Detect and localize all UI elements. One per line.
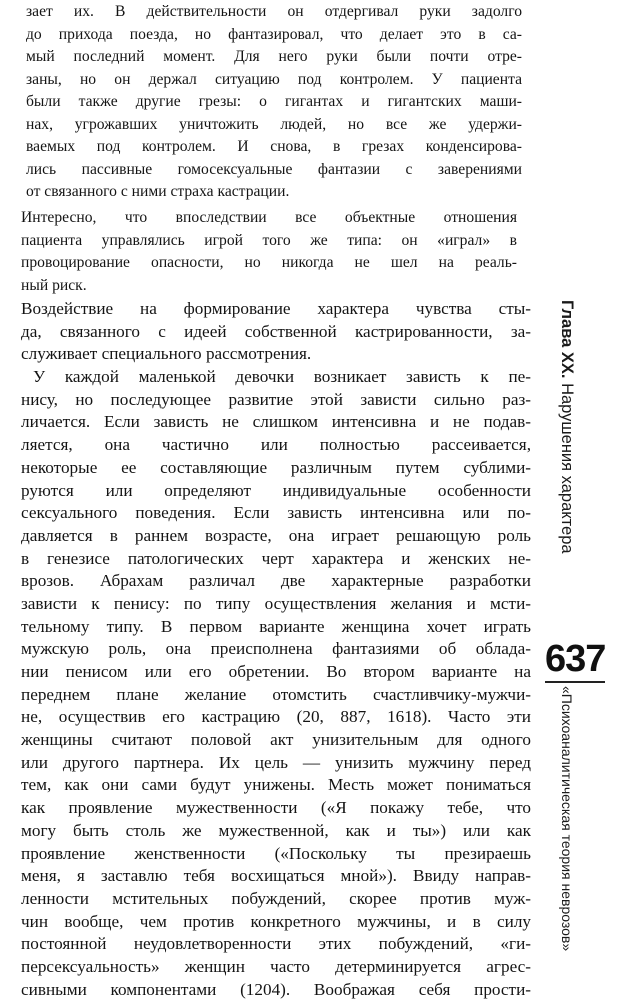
text-line: мужскую роль, она преисполнена фантазиями об облада- bbox=[21, 639, 531, 659]
paragraph-shame bbox=[21, 298, 531, 366]
text-line: персексуальность» женщин часто детерминируется агрес- bbox=[21, 956, 531, 976]
text-line: не, осуществив его кастрацию (20, 887, 1618). Часто эти bbox=[21, 707, 531, 727]
text-line: провоцирование опасности, но никогда не шел на реаль- bbox=[21, 254, 517, 271]
text-line: как проявление мужественности («Я покажу тебе, что bbox=[21, 798, 531, 818]
book-title-running-foot bbox=[556, 686, 578, 992]
text-line: могу быть столь же мужественной, как и ты») или как bbox=[21, 820, 531, 840]
text-line: или другого партнера. Их цель — унизить мужчину перед bbox=[21, 752, 531, 772]
text-line: ваемых под контролем. И снова, в грезах конденсирова- bbox=[26, 138, 522, 155]
text-line: врозов. Абрахам различал две характерные разработки bbox=[21, 571, 531, 591]
text-line: женщины считают половой акт унизительным для одного bbox=[21, 730, 531, 750]
text-line: Воздействие на формирование характера чувства сты- bbox=[21, 299, 531, 318]
text-line: пациента управлялись игрой того же типа: он «играл» в bbox=[21, 231, 517, 249]
text-line: чин вообще, чем против конкретного мужчины, и в силу bbox=[21, 911, 531, 931]
running-head bbox=[556, 300, 578, 600]
text-line: да, связанного с идеей собственной кастрированности, за- bbox=[21, 321, 531, 341]
chapter-label: Глава XX. bbox=[558, 300, 576, 379]
text-line: переднем плане желание отомстить счастливчику-мужчи- bbox=[21, 684, 531, 704]
text-line: мый последний момент. Для него руки были почти отре- bbox=[26, 48, 522, 65]
case-note-block bbox=[21, 207, 517, 297]
text-line: давляется в раннем возрасте, она играет решающую роль bbox=[21, 525, 531, 545]
text-line: в генезисе патологических черт характера и женских не- bbox=[21, 548, 531, 568]
text-line: заны, но он держал ситуацию под контролем. У пациента bbox=[26, 70, 522, 88]
text-line: служивает специального рассмотрения. bbox=[21, 344, 312, 364]
text-line: нах, угрожавших уничтожить людей, но все же удержи- bbox=[26, 115, 522, 133]
text-line: руются или определяют индивидуальные особенности bbox=[21, 480, 531, 500]
text-line: зает их. В действительности он отдергивал руки задолго bbox=[26, 3, 522, 20]
text-line: ленности мстительных побуждений, скорее против муж- bbox=[21, 888, 531, 908]
case-description-block bbox=[26, 1, 522, 204]
text-line: нии пенисом или его обретении. Во втором варианте на bbox=[21, 662, 531, 681]
text-line: до прихода поезда, но фантазировал, что делает это в са- bbox=[26, 25, 522, 43]
text-line: сивными компонентами (1204). Воображая себя прости- bbox=[21, 979, 531, 999]
text-line: зависти к пенису: по типу осуществления желания и мсти- bbox=[21, 593, 531, 613]
text-line: ляется, она частично или полностью рассеивается, bbox=[21, 435, 531, 455]
main-text bbox=[21, 298, 531, 999]
text-line: тельному типу. В первом варианте женщина хочет играть bbox=[21, 616, 531, 636]
text-line: постоянной неудовлетворенности этих побуждений, «ги- bbox=[21, 934, 531, 954]
text-line: нису, но последующее развитие этой зависти сильно раз- bbox=[21, 389, 531, 409]
text-line: Интересно, что впоследствии все объектные отношения bbox=[21, 209, 517, 226]
page-number-rule bbox=[545, 681, 605, 683]
text-line: от связанного с ними страха кастрации. bbox=[26, 183, 290, 200]
chapter-title: Нарушения характера bbox=[558, 383, 576, 554]
text-line: ный риск. bbox=[21, 276, 87, 294]
text-line: сексуального поведения. Если зависть интенсивна или по- bbox=[21, 503, 531, 523]
text-line: личается. Если зависть не слишком интенсивна и не подав- bbox=[21, 412, 531, 432]
text-line: меня, я заставлю тебя восхищаться мной»). Ввиду направ- bbox=[21, 866, 531, 886]
text-line: проявление женственности («Поскольку ты презираешь bbox=[21, 843, 531, 863]
text-line: лись пассивные гомосексуальные фантазии с заверениями bbox=[26, 160, 522, 178]
text-line: были также другие грезы: о гигантах и гигантских маши- bbox=[26, 93, 522, 110]
text-line: У каждой маленькой девочки возникает зависть к пе- bbox=[33, 367, 531, 387]
paragraph-penis-envy bbox=[21, 366, 531, 999]
page-number: 637 bbox=[545, 638, 606, 680]
book-title: «Психоаналитическая теория неврозов» bbox=[559, 686, 575, 952]
text-line: тем, как они сами будут унижены. Месть может пониматься bbox=[21, 775, 531, 795]
text-line: некоторые ее составляющие различным путем сублими- bbox=[21, 457, 531, 477]
